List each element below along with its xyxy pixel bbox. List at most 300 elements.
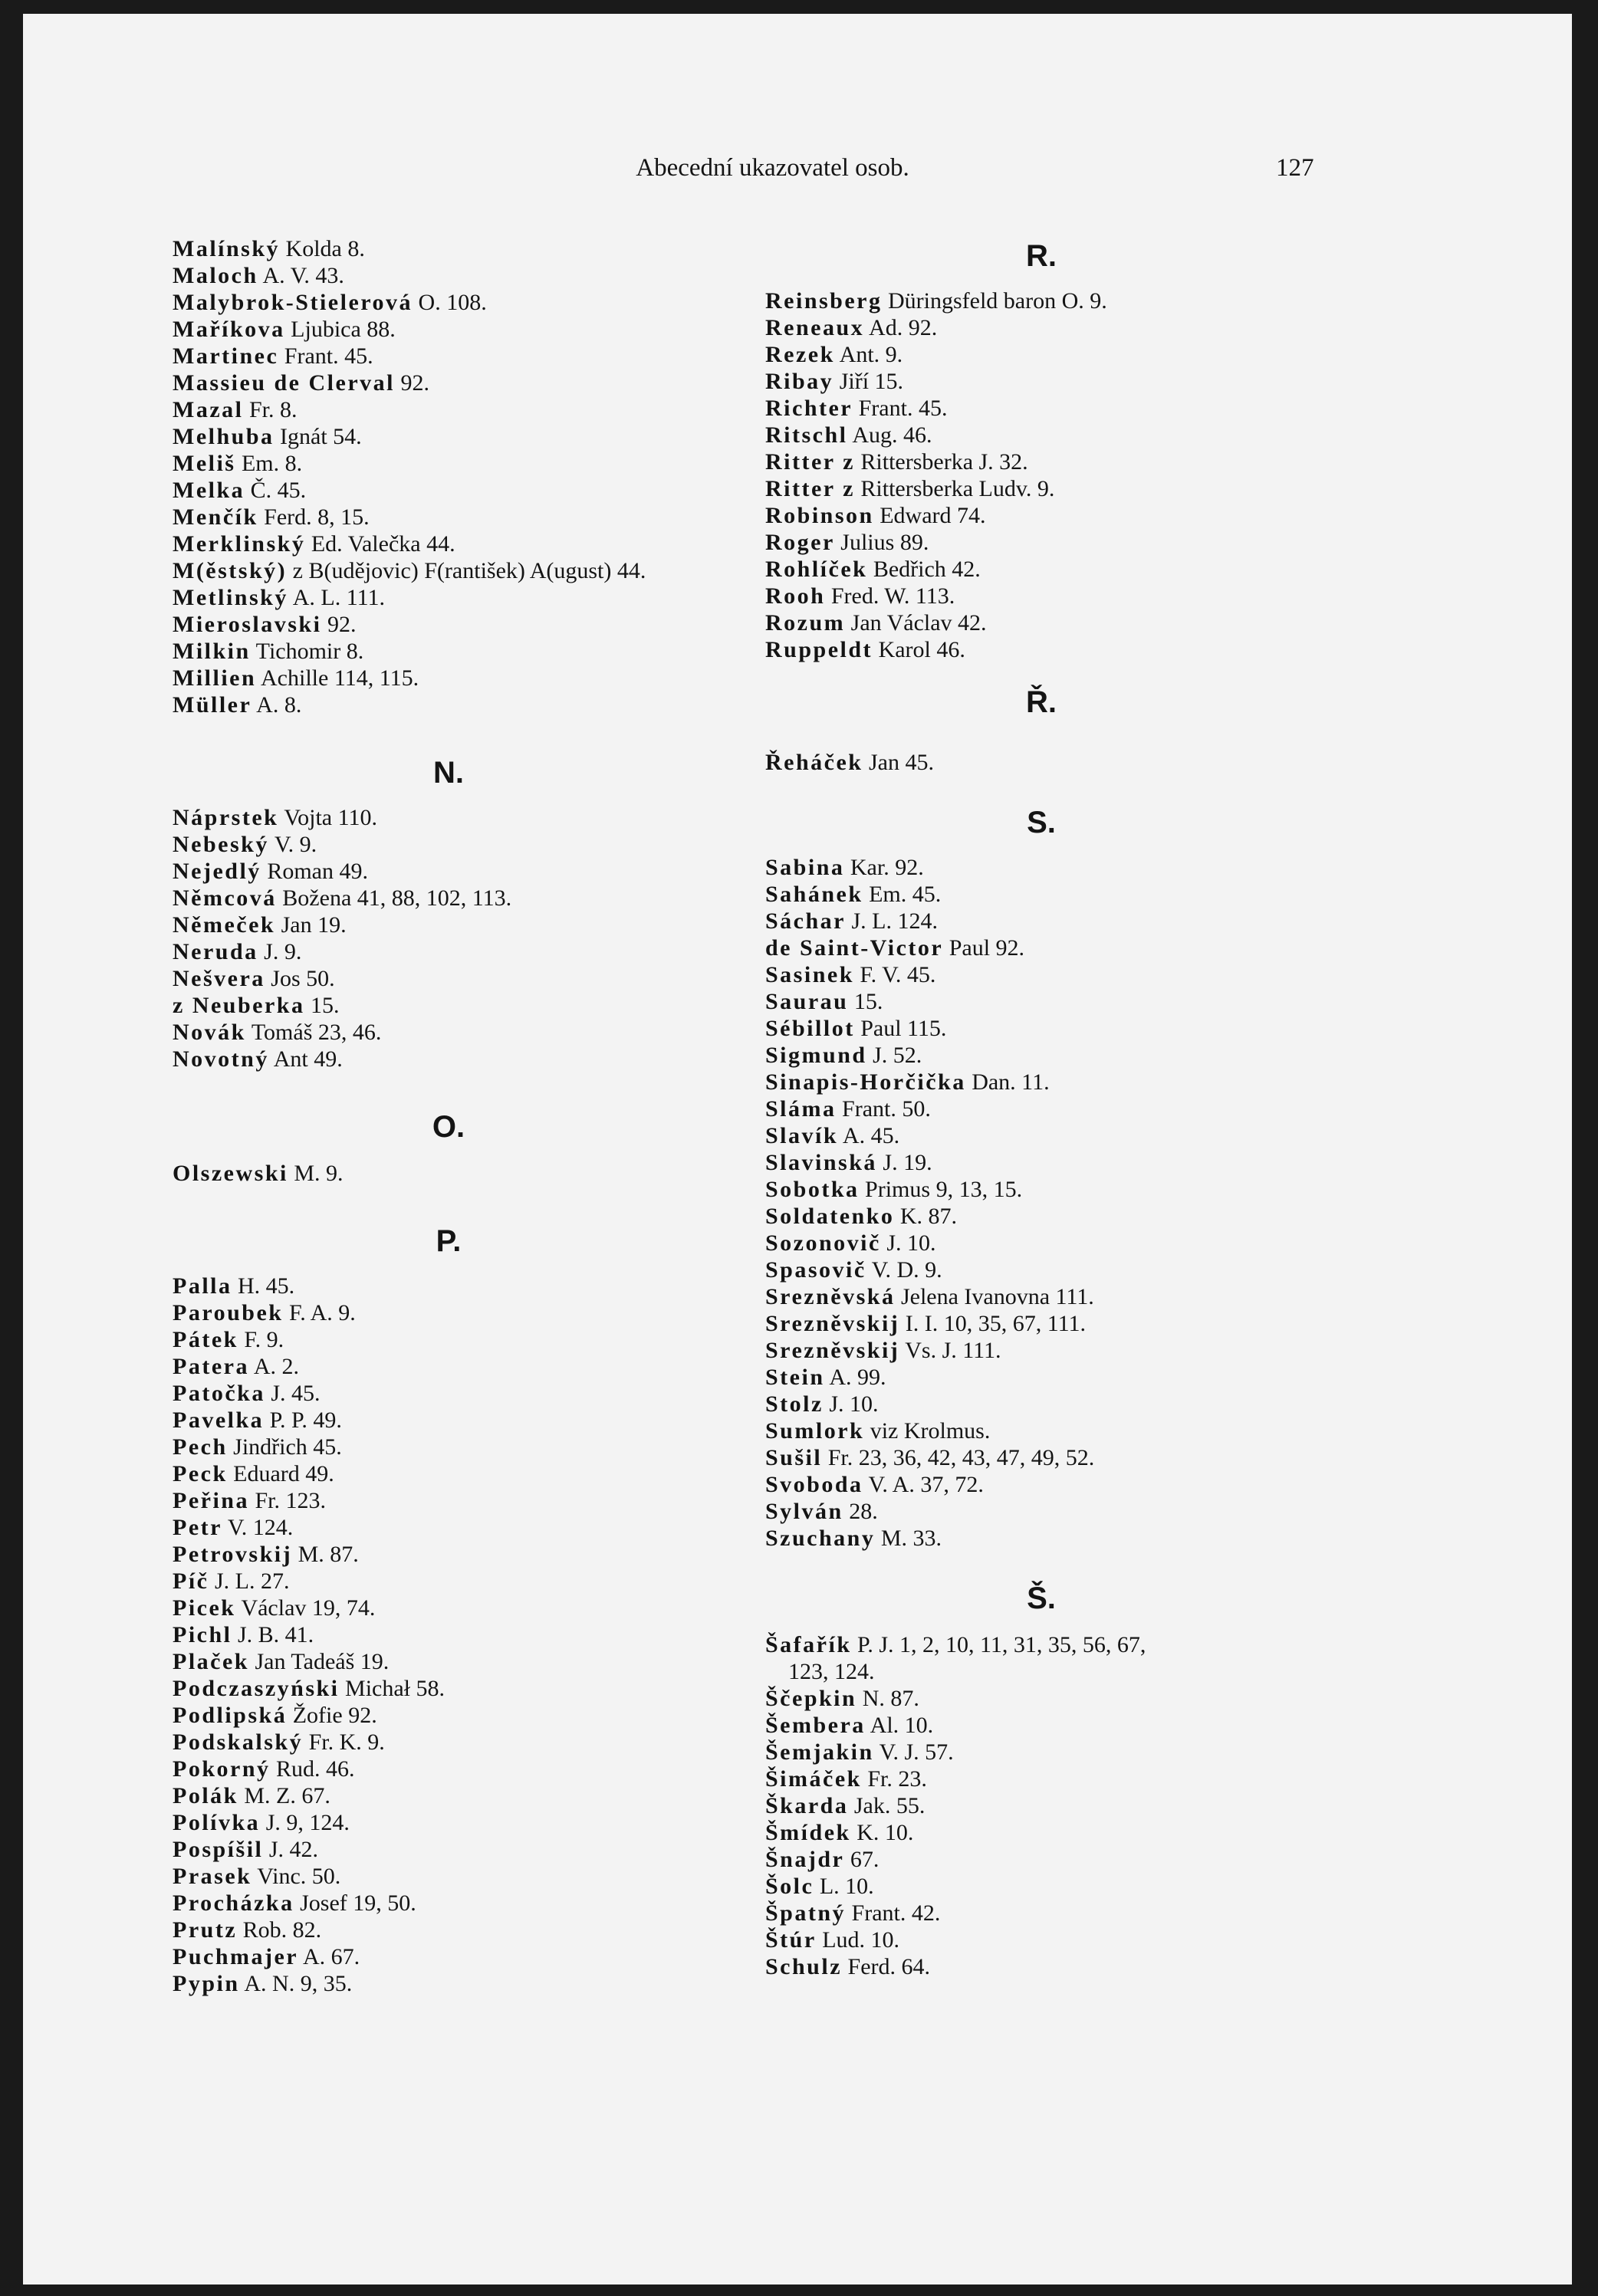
entry-name: Martinec xyxy=(173,343,279,369)
entry-references: Jan 19. xyxy=(281,912,347,938)
index-entry xyxy=(173,1970,863,1997)
entry-references: Ferd. 64. xyxy=(847,1954,931,1979)
entry-references: 15. xyxy=(310,993,340,1018)
entry-name: Pospíšil xyxy=(173,1837,264,1862)
entry-references: V. 124. xyxy=(227,1515,294,1540)
entry-references: J. L. 27. xyxy=(214,1568,290,1594)
entry-name: Pech xyxy=(173,1434,228,1460)
entry-name: Nešvera xyxy=(173,966,265,991)
entry-name: Pypin xyxy=(173,1971,240,1996)
index-entry xyxy=(173,1273,863,1299)
entry-continuation: 123, 124. xyxy=(788,1659,875,1684)
entry-name: Menčík xyxy=(173,504,258,530)
index-entry xyxy=(173,1487,863,1514)
index-entry xyxy=(765,1391,1455,1417)
entry-references: A. L. 111. xyxy=(292,585,385,610)
entry-references: O. 108. xyxy=(418,290,487,315)
entry-name: Spasovič xyxy=(765,1257,866,1283)
entry-name: Petr xyxy=(173,1515,222,1540)
entry-name: Novák xyxy=(173,1020,246,1045)
index-page xyxy=(23,14,1572,2285)
index-entry xyxy=(765,1283,1455,1310)
entry-references: Fr. 8. xyxy=(248,397,298,422)
index-entry xyxy=(173,1568,863,1595)
index-entry xyxy=(765,1069,1455,1095)
entry-references: Jan 45. xyxy=(868,750,934,775)
entry-references: A. 99. xyxy=(829,1365,886,1390)
entry-references: K. 10. xyxy=(857,1820,914,1845)
index-entry xyxy=(173,1890,863,1917)
index-entry xyxy=(765,583,1455,609)
entry-name: Merklinský xyxy=(173,531,306,557)
index-entry xyxy=(765,1337,1455,1364)
entry-references: J. 52. xyxy=(873,1043,922,1068)
entry-name: Patera xyxy=(173,1354,249,1379)
entry-references: Em. 8. xyxy=(241,451,303,476)
entry-references: V. 9. xyxy=(274,832,317,857)
entry-name: Sasinek xyxy=(765,962,854,987)
entry-references: Düringsfeld baron O. 9. xyxy=(888,288,1107,314)
letter-heading-s-caron: Š. xyxy=(1027,1582,1056,1615)
entry-name: Sumlork xyxy=(765,1418,865,1444)
entry-name: Peck xyxy=(173,1461,228,1486)
index-entry xyxy=(765,287,1455,314)
index-entry xyxy=(765,1953,1455,1980)
index-entry xyxy=(173,804,863,831)
entry-references: Jindřich 45. xyxy=(233,1434,342,1460)
entry-references: Ed. Valečka 44. xyxy=(311,531,455,557)
entry-references: Fr. K. 9. xyxy=(308,1729,385,1755)
entry-references: Roman 49. xyxy=(267,859,368,884)
right-column xyxy=(765,232,1455,1980)
entry-references: V. A. 37, 72. xyxy=(868,1472,984,1497)
entry-references: Ant. 9. xyxy=(839,342,903,367)
entry-name: z Neuberka xyxy=(173,993,305,1018)
entry-name: Reinsberg xyxy=(765,288,883,314)
entry-references: Frant. 42. xyxy=(851,1900,941,1926)
entry-name: Škarda xyxy=(765,1793,849,1818)
index-entry xyxy=(173,1019,863,1046)
index-entry xyxy=(173,1353,863,1380)
index-entry xyxy=(765,1203,1455,1230)
entry-references: Dan. 11. xyxy=(972,1069,1050,1095)
entry-name: Němeček xyxy=(173,912,276,938)
entry-references: Paul 115. xyxy=(860,1016,947,1041)
entry-references: M. 87. xyxy=(298,1542,359,1567)
entry-references: Fr. 123. xyxy=(255,1488,327,1513)
entry-name: Saurau xyxy=(765,989,849,1014)
entry-name: Rezek xyxy=(765,342,835,367)
entry-name: Šimáček xyxy=(765,1766,862,1792)
entry-references: z B(udějovic) F(rantišek) A(ugust) 44. xyxy=(292,558,646,583)
entry-references: Paul 92. xyxy=(949,935,1025,961)
entry-references: J. B. 41. xyxy=(238,1622,314,1647)
entry-name: Schulz xyxy=(765,1954,843,1979)
entry-name: Náprstek xyxy=(173,805,279,830)
group-r xyxy=(765,287,1455,663)
entry-references: 92. xyxy=(327,612,357,637)
entry-references: Jiří 15. xyxy=(839,369,904,394)
index-entry xyxy=(173,1917,863,1943)
entry-name: Melka xyxy=(173,478,245,503)
index-entry xyxy=(173,1434,863,1460)
entry-references: 92. xyxy=(400,370,429,396)
entry-name: Rohlíček xyxy=(765,557,868,582)
index-entry xyxy=(173,1675,863,1702)
index-entry xyxy=(765,609,1455,636)
entry-references: Fred. W. 113. xyxy=(830,583,955,609)
entry-name: Patočka xyxy=(173,1381,265,1406)
group-o xyxy=(173,1160,863,1187)
entry-name: Melhuba xyxy=(173,424,275,449)
entry-references: Ljubica 88. xyxy=(291,317,396,342)
index-entry xyxy=(765,1739,1455,1766)
index-entry xyxy=(765,1471,1455,1498)
entry-name: Plaček xyxy=(173,1649,249,1674)
index-entry xyxy=(765,961,1455,988)
entry-name: Pokorný xyxy=(173,1756,271,1782)
index-entry xyxy=(765,448,1455,475)
entry-references: Jan Tadeáš 19. xyxy=(255,1649,390,1674)
page-header-title: Abecední ukazovatel osob. xyxy=(636,154,909,182)
index-entry xyxy=(173,831,863,858)
index-entry xyxy=(765,1631,1455,1685)
entry-references: P. P. 49. xyxy=(269,1407,342,1433)
entry-references: Aug. 46. xyxy=(852,422,932,448)
entry-references: Fr. 23. xyxy=(867,1766,927,1792)
entry-references: J. 10. xyxy=(829,1391,879,1417)
entry-name: Soldatenko xyxy=(765,1204,895,1229)
entry-references: Jos 50. xyxy=(271,966,335,991)
letter-heading-n: N. xyxy=(433,756,464,790)
index-entry xyxy=(765,1819,1455,1846)
entry-name: Sylván xyxy=(765,1499,843,1524)
index-entry xyxy=(173,1782,863,1809)
index-entry xyxy=(765,1176,1455,1203)
entry-name: Malínský xyxy=(173,236,281,261)
entry-references: Josef 19, 50. xyxy=(300,1890,416,1916)
entry-references: Lud. 10. xyxy=(822,1927,900,1953)
entry-references: 67. xyxy=(850,1847,880,1872)
index-entry xyxy=(765,1149,1455,1176)
entry-name: Polívka xyxy=(173,1810,261,1835)
entry-name: Rozum xyxy=(765,610,846,636)
index-entry xyxy=(765,881,1455,908)
entry-references: Ferd. 8, 15. xyxy=(264,504,370,530)
entry-references: Ant 49. xyxy=(273,1046,343,1072)
entry-name: Sébillot xyxy=(765,1016,855,1041)
entry-name: Šolc xyxy=(765,1874,814,1899)
index-entry xyxy=(173,885,863,912)
entry-name: Prutz xyxy=(173,1917,238,1943)
index-entry xyxy=(173,1380,863,1407)
index-entry xyxy=(173,1326,863,1353)
entry-name: Nebeský xyxy=(173,832,269,857)
index-entry xyxy=(173,584,863,611)
index-entry xyxy=(765,1498,1455,1525)
entry-name: Srezněvskij xyxy=(765,1311,900,1336)
entry-name: Robinson xyxy=(765,503,874,528)
index-entry xyxy=(765,1900,1455,1926)
entry-references: Rud. 46. xyxy=(276,1756,355,1782)
entry-name: Štúr xyxy=(765,1927,817,1953)
entry-name: Sinapis-Horčička xyxy=(765,1069,966,1095)
index-entry xyxy=(765,556,1455,583)
entry-references: Michał 58. xyxy=(345,1676,445,1701)
entry-references: A. 67. xyxy=(302,1944,360,1969)
index-entry xyxy=(173,396,863,423)
entry-name: Rooh xyxy=(765,583,826,609)
entry-references: M. Z. 67. xyxy=(244,1783,330,1808)
index-entry xyxy=(765,636,1455,663)
index-entry xyxy=(765,854,1455,881)
index-entry xyxy=(765,908,1455,934)
letter-heading-s: S. xyxy=(1027,806,1056,839)
entry-name: Slavík xyxy=(765,1123,839,1148)
entry-name: Sabina xyxy=(765,855,845,880)
entry-references: J. 9. xyxy=(264,939,302,964)
index-entry xyxy=(765,395,1455,422)
entry-name: Pátek xyxy=(173,1327,238,1352)
entry-references: Vinc. 50. xyxy=(257,1864,341,1889)
entry-name: Sušil xyxy=(765,1445,823,1470)
entry-name: Píč xyxy=(173,1568,209,1594)
index-entry xyxy=(173,1836,863,1863)
entry-references: Frant. 45. xyxy=(284,343,373,369)
entry-references: Žofie 92. xyxy=(292,1703,377,1728)
entry-name: Ritter z xyxy=(765,449,855,475)
entry-name: Sahánek xyxy=(765,882,863,907)
index-entry xyxy=(173,557,863,584)
entry-name: Massieu de Clerval xyxy=(173,370,395,396)
index-entry xyxy=(173,611,863,638)
entry-references: Kar. 92. xyxy=(850,855,924,880)
entry-references: Rittersberka J. 32. xyxy=(860,449,1028,475)
entry-references: Em. 45. xyxy=(869,882,942,907)
index-entry xyxy=(173,938,863,965)
entry-references: A. 8. xyxy=(256,692,302,718)
entry-name: Nejedlý xyxy=(173,859,261,884)
entry-references: Jak. 55. xyxy=(853,1793,926,1818)
entry-references: Č. 45. xyxy=(250,478,307,503)
entry-references: J. 10. xyxy=(886,1230,936,1256)
entry-references: A. N. 9, 35. xyxy=(244,1971,353,1996)
index-entry xyxy=(765,1122,1455,1149)
index-entry xyxy=(173,965,863,992)
entry-references: Eduard 49. xyxy=(233,1461,334,1486)
index-entry xyxy=(173,1046,863,1072)
entry-name: Paroubek xyxy=(173,1300,284,1325)
entry-name: Sigmund xyxy=(765,1043,867,1068)
entry-name: Polák xyxy=(173,1783,238,1808)
entry-name: Šnajdr xyxy=(765,1847,845,1872)
index-entry xyxy=(765,502,1455,529)
index-entry xyxy=(765,1525,1455,1552)
group-m xyxy=(173,235,863,718)
index-entry xyxy=(765,368,1455,395)
group-n xyxy=(173,804,863,1072)
index-entry xyxy=(173,1648,863,1675)
index-entry xyxy=(173,530,863,557)
index-entry xyxy=(765,422,1455,448)
entry-name: Sozonovič xyxy=(765,1230,881,1256)
entry-name: Svoboda xyxy=(765,1472,863,1497)
entry-name: Roger xyxy=(765,530,835,555)
left-column xyxy=(173,235,863,1997)
index-entry xyxy=(765,1256,1455,1283)
entry-name: Ritschl xyxy=(765,422,848,448)
entry-name: de Saint-Victor xyxy=(765,935,944,961)
entry-references: I. I. 10, 35, 67, 111. xyxy=(905,1311,1087,1336)
index-entry xyxy=(765,1685,1455,1712)
entry-references: 15. xyxy=(853,989,883,1014)
entry-name: Peřina xyxy=(173,1488,249,1513)
entry-references: Rittersberka Ludv. 9. xyxy=(860,476,1055,501)
entry-name: Malybrok-Stielerová xyxy=(173,290,413,315)
index-entry xyxy=(173,1729,863,1756)
entry-references: V. D. 9. xyxy=(871,1257,942,1283)
entry-name: Millien xyxy=(173,665,257,691)
entry-name: Mieroslavski xyxy=(173,612,322,637)
entry-references: J. L. 124. xyxy=(851,908,938,934)
index-entry xyxy=(173,235,863,262)
entry-name: Mazal xyxy=(173,397,244,422)
entry-name: Puchmajer xyxy=(173,1944,299,1969)
index-entry xyxy=(765,1015,1455,1042)
entry-references: Tichomir 8. xyxy=(255,639,364,664)
index-entry xyxy=(173,316,863,343)
index-entry xyxy=(765,1364,1455,1391)
entry-name: Picek xyxy=(173,1595,236,1621)
entry-references: A. 45. xyxy=(842,1123,900,1148)
index-entry xyxy=(765,314,1455,341)
entry-references: M. 9. xyxy=(294,1161,344,1186)
group-p xyxy=(173,1273,863,1997)
entry-name: Sobotka xyxy=(765,1177,860,1202)
index-entry xyxy=(173,262,863,289)
letter-heading-p: P. xyxy=(436,1224,462,1258)
index-entry xyxy=(173,638,863,665)
entry-references: K. 87. xyxy=(899,1204,958,1229)
entry-references: Rob. 82. xyxy=(242,1917,322,1943)
entry-references: F. A. 9. xyxy=(288,1300,356,1325)
index-entry xyxy=(173,912,863,938)
page-number: 127 xyxy=(1276,154,1314,182)
entry-name: Maříkova xyxy=(173,317,285,342)
entry-name: Šemjakin xyxy=(765,1739,874,1765)
entry-references: Karol 46. xyxy=(878,637,965,662)
index-entry xyxy=(765,1873,1455,1900)
entry-name: Milkin xyxy=(173,639,251,664)
index-entry xyxy=(173,1514,863,1541)
index-entry xyxy=(173,992,863,1019)
letter-heading-o: O. xyxy=(432,1110,465,1144)
entry-name: Szuchany xyxy=(765,1526,876,1551)
index-entry xyxy=(765,1230,1455,1256)
letter-heading-r-caron: Ř. xyxy=(1026,685,1057,719)
index-entry xyxy=(173,1702,863,1729)
index-entry xyxy=(765,988,1455,1015)
entry-name: Prasek xyxy=(173,1864,252,1889)
entry-name: Ribay xyxy=(765,369,834,394)
entry-references: Jelena Ivanovna 111. xyxy=(900,1284,1094,1309)
index-entry xyxy=(765,1766,1455,1792)
entry-references: Ignát 54. xyxy=(280,424,362,449)
entry-name: Šmídek xyxy=(765,1820,851,1845)
entry-name: M(ěstský) xyxy=(173,558,288,583)
entry-name: Podskalský xyxy=(173,1729,304,1755)
entry-references: Jan Václav 42. xyxy=(850,610,987,636)
entry-name: Müller xyxy=(173,692,252,718)
index-entry xyxy=(765,934,1455,961)
entry-name: Procházka xyxy=(173,1890,294,1916)
entry-references: Julius 89. xyxy=(840,530,929,555)
entry-references: J. 19. xyxy=(883,1150,932,1175)
entry-references: N. 87. xyxy=(862,1686,919,1711)
index-entry xyxy=(173,450,863,477)
entry-references: 28. xyxy=(849,1499,878,1524)
index-entry xyxy=(173,1407,863,1434)
entry-name: Srezněvská xyxy=(765,1284,896,1309)
entry-name: Petrovskij xyxy=(173,1542,293,1567)
entry-references: M. 33. xyxy=(880,1526,942,1551)
entry-name: Šembera xyxy=(765,1713,866,1738)
entry-references: F. V. 45. xyxy=(860,962,936,987)
index-entry xyxy=(765,341,1455,368)
index-entry xyxy=(173,1809,863,1836)
index-entry xyxy=(173,858,863,885)
entry-name: Pichl xyxy=(173,1622,232,1647)
entry-references: Primus 9, 13, 15. xyxy=(865,1177,1023,1202)
entry-name: Němcová xyxy=(173,885,277,911)
entry-name: Stolz xyxy=(765,1391,824,1417)
index-entry xyxy=(173,1621,863,1648)
entry-references: Vs. J. 111. xyxy=(905,1338,1001,1363)
entry-references: P. J. 1, 2, 10, 11, 31, 35, 56, 67, xyxy=(857,1632,1146,1657)
index-entry xyxy=(765,1792,1455,1819)
entry-references: Božena 41, 88, 102, 113. xyxy=(282,885,512,911)
index-entry xyxy=(173,343,863,370)
entry-name: Richter xyxy=(765,396,853,421)
index-entry xyxy=(765,1310,1455,1337)
entry-references: viz Krolmus. xyxy=(870,1418,991,1444)
index-entry xyxy=(765,529,1455,556)
index-entry xyxy=(173,1943,863,1970)
entry-references: H. 45. xyxy=(238,1273,295,1299)
entry-name: Meliš xyxy=(173,451,236,476)
entry-name: Ščepkin xyxy=(765,1686,857,1711)
entry-name: Sláma xyxy=(765,1096,837,1122)
entry-references: F. 9. xyxy=(244,1327,284,1352)
entry-references: Frant. 45. xyxy=(858,396,948,421)
index-entry xyxy=(765,1926,1455,1953)
index-entry xyxy=(765,475,1455,502)
index-entry xyxy=(765,1042,1455,1069)
index-entry xyxy=(173,1460,863,1487)
entry-name: Metlinský xyxy=(173,585,288,610)
entry-name: Novotný xyxy=(173,1046,269,1072)
entry-name: Ruppeldt xyxy=(765,637,873,662)
entry-references: Edward 74. xyxy=(880,503,986,528)
index-entry xyxy=(173,289,863,316)
group-s xyxy=(765,854,1455,1552)
entry-references: A. 2. xyxy=(253,1354,299,1379)
index-entry xyxy=(765,749,1455,776)
index-entry xyxy=(173,477,863,504)
entry-name: Palla xyxy=(173,1273,232,1299)
index-entry xyxy=(173,1299,863,1326)
entry-name: Slavinská xyxy=(765,1150,877,1175)
